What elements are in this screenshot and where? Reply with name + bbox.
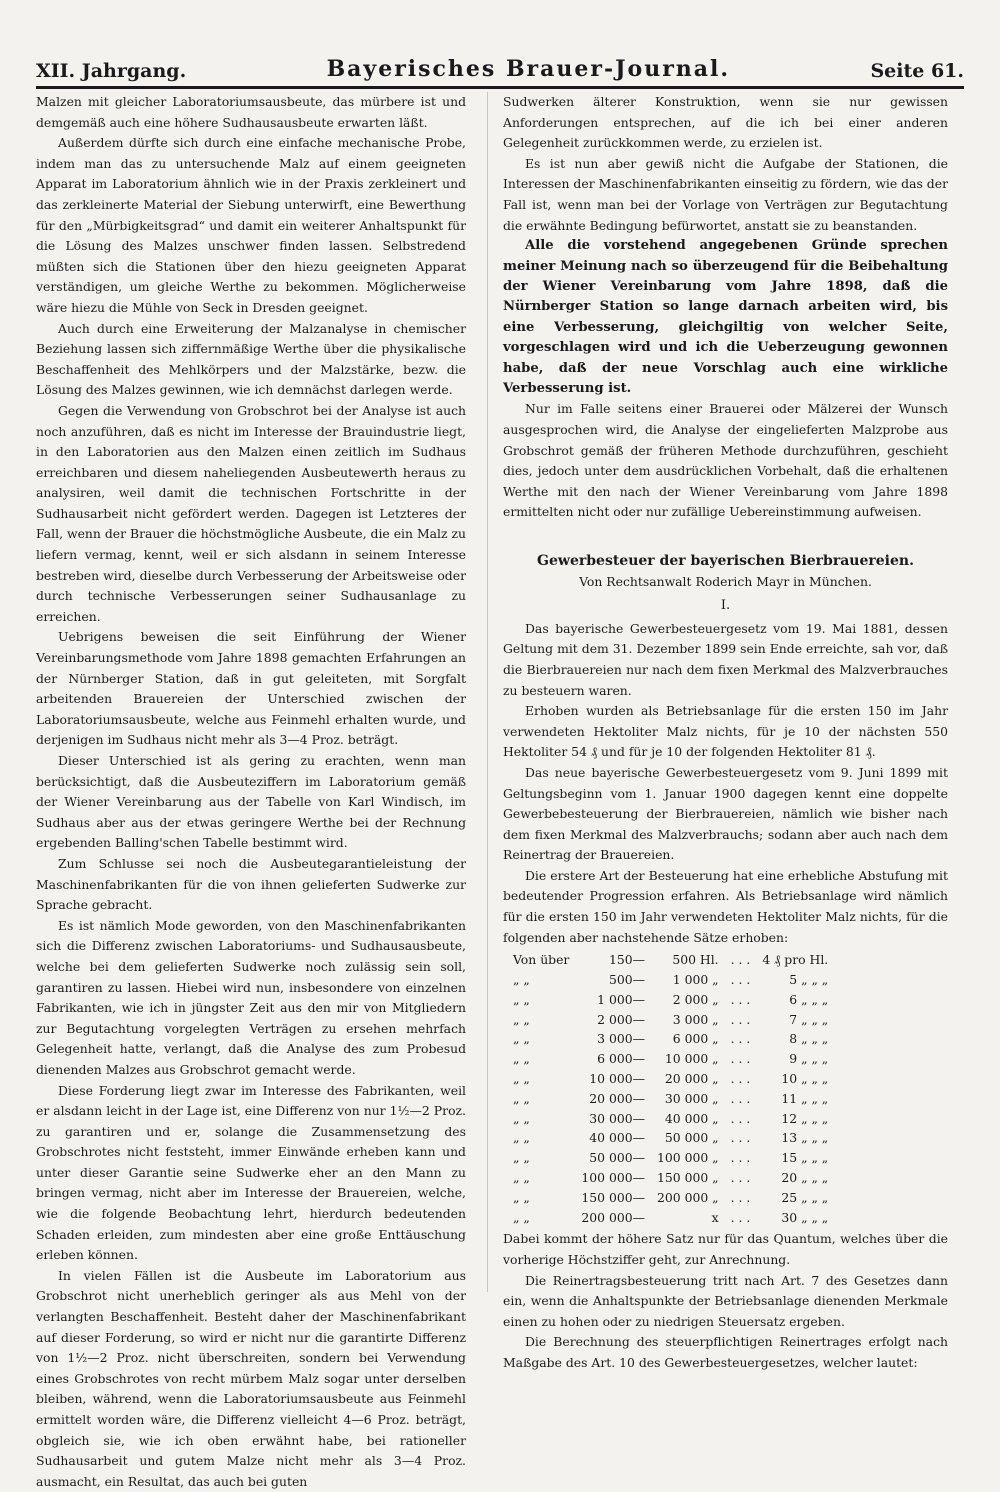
paragraph: Nur im Falle seitens einer Brauerei oder Mälzerei der Wunsch ausgesprochen wird, die Analyse der eingelieferten Malzprobe aus Grobschrot gemäß der früheren Methode durchzuführen, geschieht dies, jedoch unter dem ausdrücklichen Vorbehalt, daß die erhaltenen Werthe mit den nach der Wiener Vereinbarung vom Jahre 1898 ermittelten nicht oder nur zufällige Uebereinstimmung aufweisen. — [503, 401, 948, 520]
paragraph: Dabei kommt der höhere Satz nur für das Quantum, welches über die vorherige Höchstziffer geht, zur Anrechnung. — [503, 1231, 948, 1267]
rate-rate-cell: 20 „ „ „ — [781, 1170, 829, 1186]
rate-prefix-cell: „ „ — [513, 1110, 530, 1126]
rate-prefix-cell: „ „ — [513, 1051, 530, 1067]
rate-to-cell: 2 000 „ — [672, 991, 719, 1007]
paragraph: Das neue bayerische Gewerbesteuergesetz vom 9. Juni 1899 mit Geltungsbeginn vom 1. Januar 1900 dagegen kennt eine doppelte Gewerbebesteuerung der Bierbrauereien, nämlich wie bisher nach dem fixen Merkmal des Malzverbrauchs; sodann aber auch nach dem Reinertrag der Brauereien. — [503, 764, 948, 863]
rate-dots-cell: . . . — [730, 1011, 751, 1027]
paragraph: In vielen Fällen ist die Ausbeute im Laboratorium aus Grobschrot nicht unerheblich geringer als aus Mehl von der verlangten Beschaffenheit. Besteht daher der Maschinenfabrikant auf dieser Forderung, so wird er nicht nur die garantirte Differenz von 1½—2 Proz. nicht überschreiten, sondern bei Verwendung eines Grobschrotes von recht mürbem Malz sogar unter derselben bleiben, während, wenn die Laboratoriumsausbeute aus Feinmehl ermittelt worden wäre, die Differenz vielleicht 4—6 Proz. beträgt, obgleich sie, wie ich oben erwähnt habe, bei rationeller Sudhausarbeit und gutem Malze nicht mehr als 3—4 Proz. ausmacht, ein Resultat, das auch bei guten — [36, 1267, 466, 1489]
rate-to-cell: 500 Hl. — [672, 952, 719, 968]
rate-to-cell: 6 000 „ — [672, 1031, 719, 1047]
rate-to-cell: 20 000 „ — [664, 1071, 719, 1087]
rate-prefix-cell: „ „ — [513, 1209, 530, 1225]
rate-to-cell: x — [711, 1209, 719, 1225]
rate-dots-cell: . . . — [730, 1170, 751, 1186]
rate-from-cell: 50 000— — [589, 1150, 645, 1166]
page-header — [36, 48, 964, 89]
rate-prefix-cell: „ „ — [513, 1170, 530, 1186]
article-title: Gewerbesteuer der bayerischen Bierbrauereien. — [537, 552, 914, 569]
rate-rate-cell: 11 „ „ „ — [781, 1090, 829, 1106]
table-row — [507, 1188, 834, 1208]
table-row — [507, 1069, 834, 1089]
rate-from-cell: 200 000— — [581, 1209, 645, 1225]
rate-dots-cell: . . . — [730, 1189, 751, 1205]
rate-dots-cell: . . . — [730, 972, 751, 988]
rate-to-cell: 3 000 „ — [672, 1011, 719, 1027]
column-divider — [487, 92, 488, 1292]
table-row — [507, 1109, 834, 1129]
rate-prefix-cell: „ „ — [513, 991, 530, 1007]
table-row — [507, 1148, 834, 1168]
rate-rate-cell: 12 „ „ „ — [781, 1110, 829, 1126]
rate-dots-cell: . . . — [730, 1209, 751, 1225]
rate-rate-cell: 4 ₰ pro Hl. — [762, 952, 829, 968]
table-row — [507, 1010, 834, 1030]
rate-to-cell: 150 000 „ — [657, 1170, 719, 1186]
rate-prefix-cell: Von über — [513, 952, 570, 968]
rate-rate-cell: 13 „ „ „ — [781, 1130, 829, 1146]
article-author: Von Rechtsanwalt Roderich Mayr in München. — [579, 573, 872, 589]
rate-to-cell: 1 000 „ — [672, 972, 719, 988]
table-row — [507, 950, 834, 970]
rate-rate-cell: 5 „ „ „ — [789, 972, 829, 988]
rate-from-cell: 10 000— — [589, 1071, 645, 1087]
rate-to-cell: 50 000 „ — [664, 1130, 719, 1146]
emphasized-paragraph: Alle die vorstehend angegebenen Gründe sprechen meiner Meinung nach so überzeugend für die Beibehaltung der Wiener Vereinbarung vom Jahre 1898, daß die Nürnberger Station so lange darnach arbeiten wird, bis eine Verbesserung, gleichgiltig von welcher Seite, vorgeschlagen wird und ich die Ueberzeugung gewonnen habe, daß der neue Vorschlag auch eine wirkliche Verbesserung ist. — [503, 238, 948, 396]
paragraph: Die erstere Art der Besteuerung hat eine erhebliche Abstufung mit bedeutender Progression erfahren. Als Betriebsanlage wird nämlich für die ersten 150 im Jahr verwendeten Hektoliter Malz nichts, für die folgenden aber nachstehende Sätze erhoben: — [503, 867, 948, 945]
paragraph: Erhoben wurden als Betriebsanlage für die ersten 150 im Jahr verwendeten Hektoliter Malz nichts, für je 10 der nächsten 550 Hektoliter 54 ₰ und für je 10 der folgenden Hektoliter 81 ₰. — [503, 703, 948, 760]
rate-rate-cell: 15 „ „ „ — [781, 1150, 829, 1166]
rate-to-cell: 40 000 „ — [664, 1110, 719, 1126]
rate-rate-cell: 8 „ „ „ — [789, 1031, 829, 1047]
paragraph: Malzen mit gleicher Laboratoriumsausbeute, das mürbere ist und demgemäß auch eine höhere Sudhausausbeute erwarten läßt. — [36, 94, 466, 130]
paragraph: Die Reinertragsbesteuerung tritt nach Art. 7 des Gesetzes dann ein, wenn die Anhaltspunkte der Betriebsanlage dienenden Merkmale einen zu hohen oder zu niedrigen Steuersatz ergeben. — [503, 1272, 948, 1329]
rate-dots-cell: . . . — [730, 1031, 751, 1047]
rate-from-cell: 150 000— — [581, 1189, 645, 1205]
table-row — [507, 990, 834, 1010]
rate-dots-cell: . . . — [730, 952, 751, 968]
rate-rate-cell: 25 „ „ „ — [781, 1189, 829, 1205]
paragraph: Die Berechnung des steuerpflichtigen Reinertrages erfolgt nach Maßgabe des Art. 10 des Gewerbesteuergesetzes, welcher lautet: — [503, 1334, 948, 1370]
tax-rate-table — [507, 950, 834, 1227]
rate-from-cell: 6 000— — [597, 1051, 645, 1067]
rate-from-cell: 150— — [608, 952, 645, 968]
rate-from-cell: 2 000— — [597, 1011, 645, 1027]
paragraph: Zum Schlusse sei noch die Ausbeutegarantieleistung der Maschinenfabrikanten für die von ihnen gelieferten Sudwerke zur Sprache gebracht. — [36, 855, 466, 913]
table-row — [507, 1168, 834, 1188]
rate-dots-cell: . . . — [730, 991, 751, 1007]
page-number: Seite 61. — [870, 60, 964, 82]
paragraph: Sudwerken älterer Konstruktion, wenn sie nur gewissen Anforderungen entsprechen, auf die ich bei einer anderen Gelegenheit zurückkommen werde, zu erzielen ist. — [503, 94, 948, 151]
table-row — [507, 1208, 834, 1228]
journal-title: Bayerisches Brauer-Journal. — [326, 56, 731, 82]
rate-from-cell: 1 000— — [597, 991, 645, 1007]
rate-dots-cell: . . . — [730, 1090, 751, 1106]
paragraph: Diese Forderung liegt zwar im Interesse des Fabrikanten, weil er alsdann leicht in der Lage ist, eine Differenz von nur 1½—2 Proz. zu garantiren und er, solange die Zusammensetzung des Grobschrotes nicht feststeht, immer Einwände erheben kann und unter dieser Garantie seine Sudwerke eher an den Mann zu bringen vermag, nicht aber im Interesse der Brauereien, welche, wie die folgende Beobachtung lehrt, hierdurch bedeutenden Schaden erleiden, zum mindesten aber eine große Enttäuschung erleben können. — [36, 1082, 466, 1263]
rate-dots-cell: . . . — [730, 1110, 751, 1126]
rate-to-cell: 200 000 „ — [657, 1189, 719, 1205]
table-row — [507, 1089, 834, 1109]
rate-prefix-cell: „ „ — [513, 1189, 530, 1205]
right-column — [503, 92, 948, 1374]
section-number: I. — [720, 598, 731, 614]
paragraph: Es ist nämlich Mode geworden, von den Maschinenfabrikanten sich die Differenz zwischen Laboratoriums- und Sudhausausbeute, welche bei dem gelieferten Sudwerke noch zulässig sein soll, garantiren zu lassen. Hiebei wird nun, insbesondere von einzelnen Fabrikanten, wie ich in jüngster Zeit aus den mir von Mitgliedern zur Begutachtung vorgelegten Verträgen zu ersehen mehrfach Gelegenheit hatte, verlangt, daß die Analyse des zum Probesud dienenden Malzes aus Grobschrot gemacht werde. — [36, 917, 466, 1077]
paragraph: Außerdem dürfte sich durch eine einfache mechanische Probe, indem man das zu untersuchende Malz auf einem geeigneten Apparat im Laboratorium ähnlich wie in der Praxis zerkleinert und das zerkleinerte Material der Siebung unterwirft, eine Bewerthung für den „Mürbigkeitsgrad“ und damit ein weiterer Anhaltspunkt für die Lösung des Malzes unschwer finden lassen. Selbstredend müßten sich die Stationen über den hiezu geeigneten Apparat verständigen, um gleiche Werthe zu bekommen. Möglicherweise wäre hiezu die Mühle von Seck in Dresden geeignet. — [36, 135, 466, 315]
rate-rate-cell: 6 „ „ „ — [789, 991, 829, 1007]
rate-from-cell: 30 000— — [589, 1110, 645, 1126]
table-row — [507, 1128, 834, 1148]
left-column — [36, 92, 466, 1492]
rate-prefix-cell: „ „ — [513, 1071, 530, 1087]
table-row — [507, 1029, 834, 1049]
rate-from-cell: 20 000— — [589, 1090, 645, 1106]
table-row — [507, 1049, 834, 1069]
rate-dots-cell: . . . — [730, 1071, 751, 1087]
rate-from-cell: 500— — [608, 972, 645, 988]
rate-dots-cell: . . . — [730, 1130, 751, 1146]
paragraph: Dieser Unterschied ist als gering zu erachten, wenn man berücksichtigt, daß die Ausbeuteziffern im Laboratorium gemäß der Wiener Vereinbarung aus der Tabelle von Karl Windisch, im Sudhaus aber aus der etwas geringere Werthe bei der Rechnung ergebenden Balling'schen Tabelle bestimmt wird. — [36, 753, 466, 851]
paragraph: Auch durch eine Erweiterung der Malzanalyse in chemischer Beziehung lassen sich ziffernmäßige Werthe über die physikalische Beschaffenheit des Mehlkörpers und der Malzstärke, bezw. die Lösung des Malzes gewinnen, wie ich demnächst darlegen werde. — [36, 320, 466, 398]
rate-to-cell: 100 000 „ — [657, 1150, 719, 1166]
paragraph: Das bayerische Gewerbesteuergesetz vom 19. Mai 1881, dessen Geltung mit dem 31. Dezember 1899 sein Ende erreichte, sah vor, daß die Bierbrauereien nur nach dem fixen Merkmal des Malzverbrauches zu besteuern waren. — [503, 620, 948, 698]
rate-prefix-cell: „ „ — [513, 1011, 530, 1027]
rate-prefix-cell: „ „ — [513, 1031, 530, 1047]
rate-from-cell: 40 000— — [589, 1130, 645, 1146]
rate-from-cell: 3 000— — [597, 1031, 645, 1047]
rate-prefix-cell: „ „ — [513, 1090, 530, 1106]
rate-prefix-cell: „ „ — [513, 1150, 530, 1166]
volume-label: XII. Jahrgang. — [36, 60, 187, 82]
paragraph: Gegen die Verwendung von Grobschrot bei der Analyse ist auch noch anzuführen, daß es nicht im Interesse der Brauindustrie liegt, in den Laboratorien aus den Malzen einen zeitlich im Sudhaus erreichbaren und diesem naheliegenden Ausbeutewerth heraus zu analysiren, weil damit die technischen Fortschritte in der Sudhausarbeit nicht gefördert werden. Dagegen ist Letzteres der Fall, wenn der Brauer die höchstmögliche Ausbeute, die ein Malz zu liefern vermag, kennt, weil er sich alsdann in seinem Interesse bestreben wird, dieselbe durch Verbesserung der Arbeitsweise oder durch technische Verbesserungen seiner Sudhausanlage zu erreichen. — [36, 402, 466, 624]
paragraph: Uebrigens beweisen die seit Einführung der Wiener Vereinbarungsmethode vom Jahre 1898 gemachten Erfahrungen an der Nürnberger Station, daß in gut geleiteten, mit Sorgfalt arbeitenden Brauereien der Unterschied zwischen der Laboratoriumsausbeute, welche aus Feinmehl erhalten wurde, und derjenigen im Sudhaus nicht mehr als 3—4 Proz. beträgt. — [36, 629, 466, 748]
table-row — [507, 970, 834, 990]
rate-to-cell: 10 000 „ — [664, 1051, 719, 1067]
rate-rate-cell: 9 „ „ „ — [789, 1051, 829, 1067]
rate-rate-cell: 7 „ „ „ — [789, 1011, 829, 1027]
rate-dots-cell: . . . — [730, 1150, 751, 1166]
rate-from-cell: 100 000— — [581, 1170, 645, 1186]
rate-rate-cell: 30 „ „ „ — [781, 1209, 829, 1225]
rate-prefix-cell: „ „ — [513, 972, 530, 988]
paragraph: Es ist nun aber gewiß nicht die Aufgabe der Stationen, die Interessen der Maschinenfabrikanten einseitig zu fördern, wie das der Fall ist, wenn man bei der Vorlage von Verträgen zur Begutachtung die erwähnte Bedingung befürwortet, anstatt sie zu beanstanden. — [503, 155, 948, 233]
rate-dots-cell: . . . — [730, 1051, 751, 1067]
rate-rate-cell: 10 „ „ „ — [781, 1071, 829, 1087]
rate-prefix-cell: „ „ — [513, 1130, 530, 1146]
rate-to-cell: 30 000 „ — [664, 1090, 719, 1106]
